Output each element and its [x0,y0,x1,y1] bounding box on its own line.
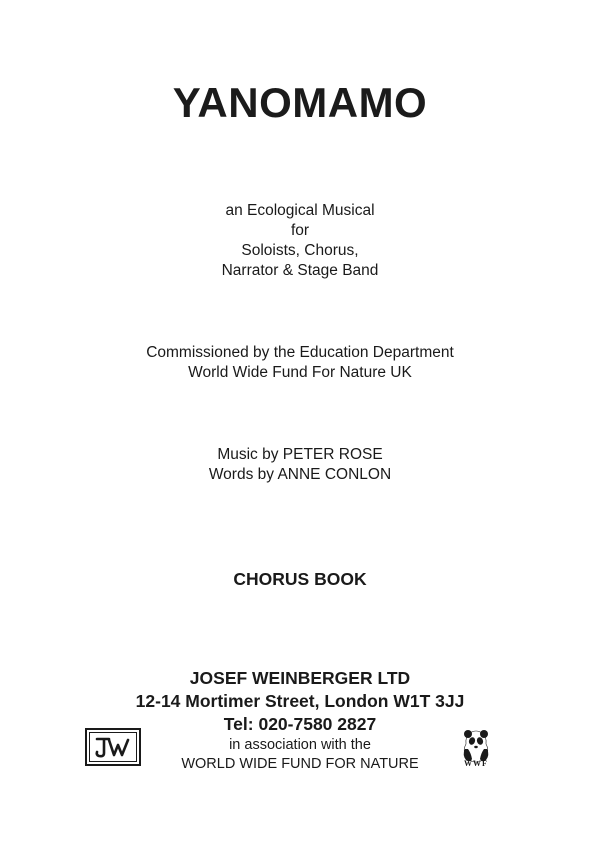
wwf-label: WWF [464,759,488,768]
publisher-tel: Tel: 020-7580 2827 [223,714,377,734]
publisher-block [0,667,600,736]
credits-block [0,445,600,485]
subtitle-line: Narrator & Stage Band [221,262,379,279]
jw-monogram-icon [85,728,141,766]
page-title: YANOMAMO [172,79,428,126]
music-credit: Music by PETER ROSE [217,446,383,463]
subtitle-line: an Ecological Musical [225,202,375,219]
commission-block [0,343,600,383]
commission-line: Commissioned by the Education Department [146,344,454,361]
association-line: in association with the [229,737,371,753]
subtitle-line: Soloists, Chorus, [241,242,359,259]
book-type: CHORUS BOOK [233,569,367,589]
association-line: WORLD WIDE FUND FOR NATURE [181,756,419,772]
subtitle-line: for [290,222,310,239]
words-credit: Words by ANNE CONLON [208,466,392,483]
subtitle-block [0,201,600,281]
publisher-name: JOSEF WEINBERGER LTD [189,668,411,688]
commission-line: World Wide Fund For Nature UK [188,364,412,381]
publisher-address: 12-14 Mortimer Street, London W1T 3JJ [135,691,465,711]
